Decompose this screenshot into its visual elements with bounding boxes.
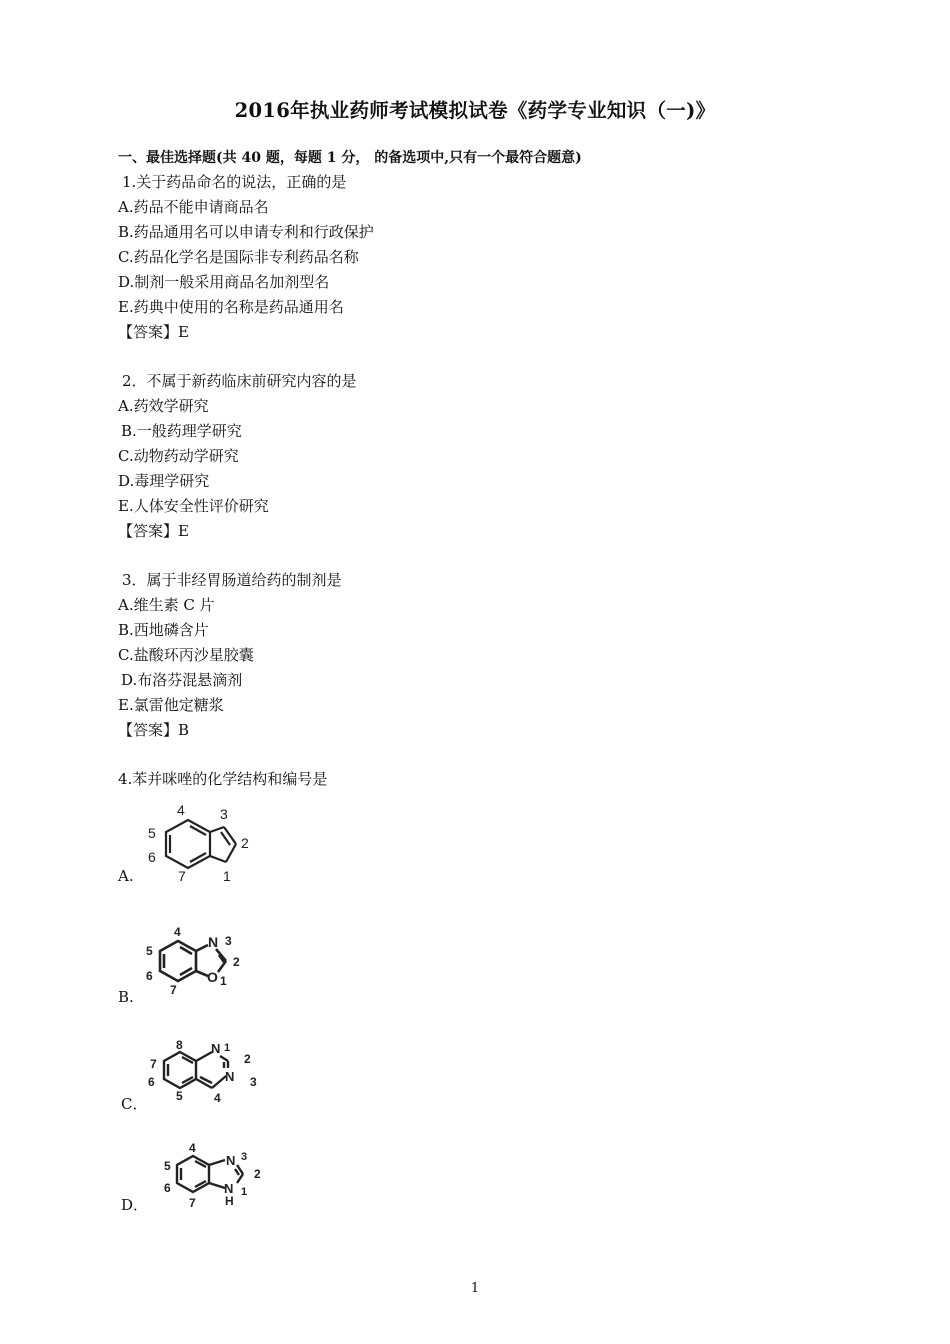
atom-number-6: 6	[148, 1075, 155, 1089]
indene-structure-image	[140, 800, 265, 882]
atom-number-3: 3	[241, 1151, 248, 1163]
page-number: 1	[470, 1281, 480, 1296]
atom-number-2: 2	[233, 955, 240, 969]
atom-number-5: 5	[176, 1089, 183, 1103]
atom-number-7: 7	[170, 983, 177, 997]
question-3-option-e: E.氯雷他定糖浆	[118, 696, 224, 714]
question-2-option-c: C.动物药动学研究	[118, 447, 239, 465]
question-2-stem: 2．不属于新药临床前研究内容的是	[122, 372, 357, 390]
question-1-stem: 1.关于药品命名的说法，正确的是	[122, 173, 347, 191]
atom-number-3: 3	[250, 1075, 257, 1089]
question-3-option-a: A.维生素 C 片	[118, 596, 215, 614]
atom-label-n1: N	[211, 1041, 221, 1056]
question-2-option-e: E.人体安全性评价研究	[118, 497, 269, 515]
question-4-option-a: A.	[118, 867, 134, 885]
atom-number-5: 5	[148, 825, 156, 841]
benzimidazole-structure-image	[155, 1140, 275, 1212]
atom-number-4: 4	[174, 925, 181, 939]
atom-number-2: 2	[244, 1052, 251, 1066]
question-3-option-d: D.布洛芬混悬滴剂	[121, 671, 243, 689]
question-4-stem: 4.苯并咪唑的化学结构和编号是	[118, 770, 328, 788]
quinazoline-structure-image	[140, 1038, 270, 1108]
atom-number-2: 2	[254, 1167, 261, 1181]
atom-number-5: 5	[164, 1159, 171, 1173]
atom-number-1: 1	[223, 868, 231, 882]
atom-number-7: 7	[150, 1057, 157, 1071]
question-4-option-b: B.	[118, 988, 134, 1006]
question-4-option-d: D．	[121, 1196, 149, 1214]
question-2-option-a: A.药效学研究	[118, 397, 209, 415]
atom-label-nh-h: H	[225, 1194, 234, 1208]
atom-number-6: 6	[148, 849, 156, 865]
atom-number-7: 7	[189, 1196, 196, 1210]
atom-label-nh-n: N	[224, 1181, 234, 1196]
atom-number-3: 3	[225, 934, 232, 948]
atom-number-3: 3	[220, 806, 228, 822]
atom-number-2: 2	[241, 835, 249, 851]
atom-number-5: 5	[146, 944, 153, 958]
atom-label-n: N	[226, 1153, 236, 1168]
question-1-answer: 【答案】E	[118, 323, 189, 341]
benzoxazole-structure-image	[140, 925, 250, 997]
question-3-answer: 【答案】B	[118, 721, 190, 739]
question-4-option-c: C．	[121, 1095, 148, 1113]
question-1-option-a: A.药品不能申请商品名	[118, 198, 269, 216]
atom-number-8: 8	[176, 1038, 183, 1052]
question-2-answer: 【答案】E	[118, 522, 189, 540]
atom-label-n: N	[208, 934, 219, 950]
atom-label-n3: N	[225, 1069, 235, 1084]
atom-label-o: O	[207, 969, 218, 985]
section-heading: 一、最佳选择题(共 40 题，每题 1 分， 的备选项中,只有一个最符合题意)	[118, 150, 582, 166]
atom-number-6: 6	[146, 969, 153, 983]
atom-number-1: 1	[224, 1042, 231, 1054]
question-1-option-e: E.药典中使用的名称是药品通用名	[118, 298, 344, 316]
question-1-option-b: B.药品通用名可以申请专利和行政保护	[118, 223, 374, 241]
atom-number-4: 4	[189, 1141, 196, 1155]
question-3-stem: 3．属于非经胃肠道给药的制剂是	[122, 571, 342, 589]
atom-number-6: 6	[164, 1181, 171, 1195]
question-2-option-d: D.毒理学研究	[118, 472, 210, 490]
atom-number-1: 1	[220, 974, 227, 988]
atom-number-4: 4	[214, 1091, 221, 1105]
question-3-option-b: B.西地磷含片	[118, 621, 209, 639]
atom-number-1: 1	[241, 1186, 248, 1198]
question-1-option-d: D.制剂一般采用商品名加剂型名	[118, 273, 330, 291]
page-title: 2016年执业药师考试模拟试卷《药学专业知识（一)》	[234, 99, 716, 122]
question-2-option-b: B.一般药理学研究	[121, 422, 242, 440]
question-1-option-c: C.药品化学名是国际非专利药品名称	[118, 248, 359, 266]
atom-number-7: 7	[178, 868, 186, 882]
atom-number-4: 4	[177, 802, 185, 818]
question-3-option-c: C.盐酸环丙沙星胶囊	[118, 646, 254, 664]
